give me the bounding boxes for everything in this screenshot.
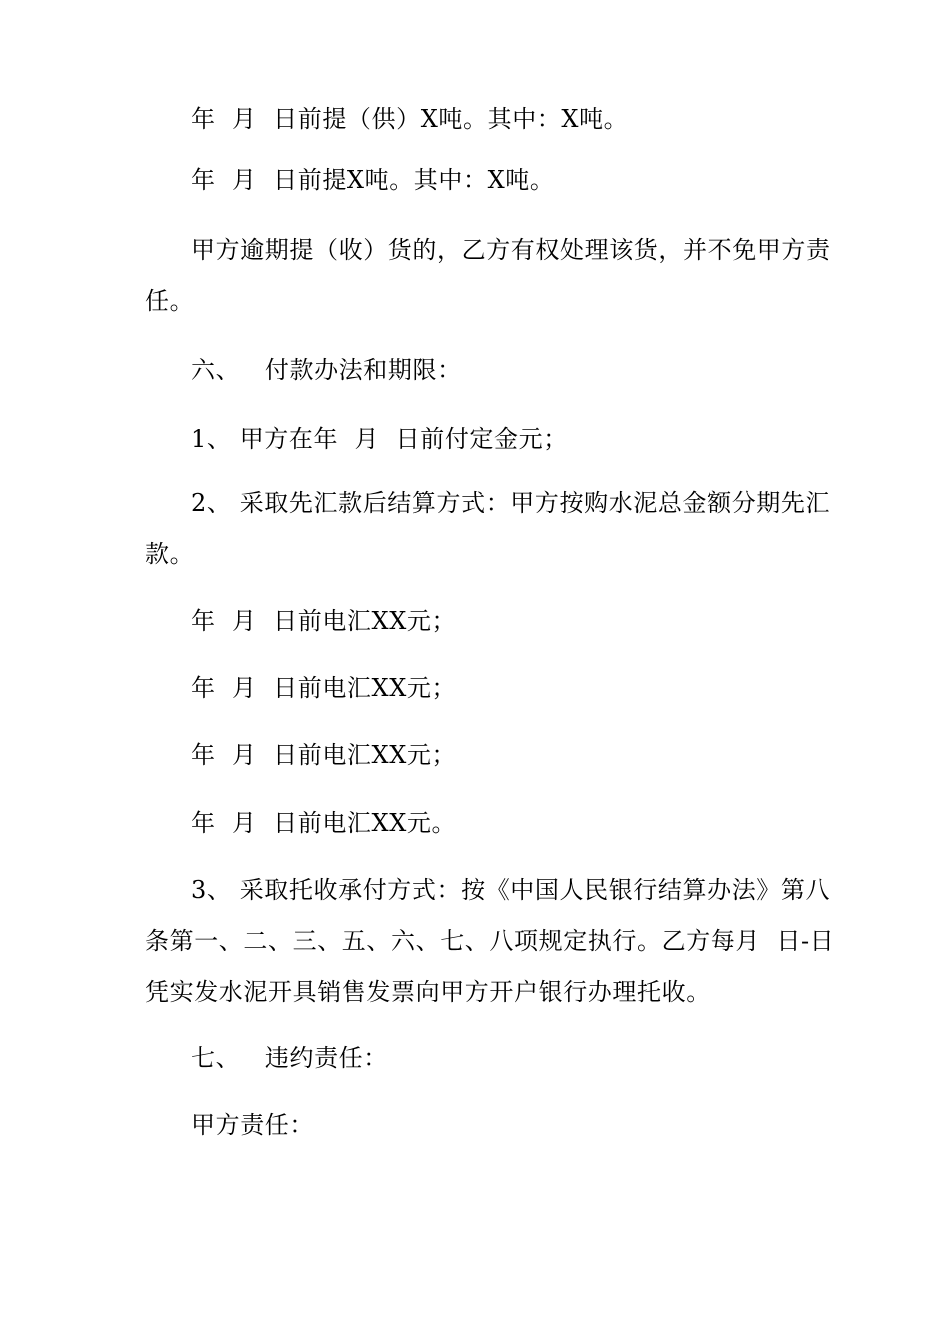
late-pickup-clause-continued: 任。: [145, 287, 195, 315]
payment-item-2-continued: 款。: [145, 540, 195, 568]
party-a-liability-heading: 甲方责任：: [191, 1111, 314, 1139]
section-heading-breach: 七、 违约责任：: [191, 1044, 388, 1072]
wire-transfer-line-1: 年 月 日前电汇XX元；: [191, 607, 457, 635]
wire-transfer-line-4: 年 月 日前电汇XX元。: [191, 809, 457, 837]
payment-item-3-continued-1: 条第一、二、三、五、六、七、八项规定执行。乙方每月 日-日: [145, 927, 835, 955]
pickup-schedule-line-1: 年 月 日前提（供）X吨。其中：X吨。: [191, 105, 629, 133]
payment-item-3-continued-2: 凭实发水泥开具销售发票向甲方开户银行办理托收。: [145, 978, 711, 1006]
wire-transfer-line-2: 年 月 日前电汇XX元；: [191, 674, 457, 702]
payment-item-1: 1、 甲方在年 月 日前付定金元；: [191, 425, 568, 453]
payment-item-2: 2、 采取先汇款后结算方式：甲方按购水泥总金额分期先汇: [191, 489, 831, 517]
pickup-schedule-line-2: 年 月 日前提X吨。其中：X吨。: [191, 166, 555, 194]
wire-transfer-line-3: 年 月 日前电汇XX元；: [191, 741, 457, 769]
section-heading-payment: 六、 付款办法和期限：: [191, 356, 462, 384]
late-pickup-clause: 甲方逾期提（收）货的，乙方有权处理该货，并不免甲方责: [191, 236, 831, 264]
payment-item-3: 3、 采取托收承付方式：按《中国人民银行结算办法》第八: [191, 876, 831, 904]
